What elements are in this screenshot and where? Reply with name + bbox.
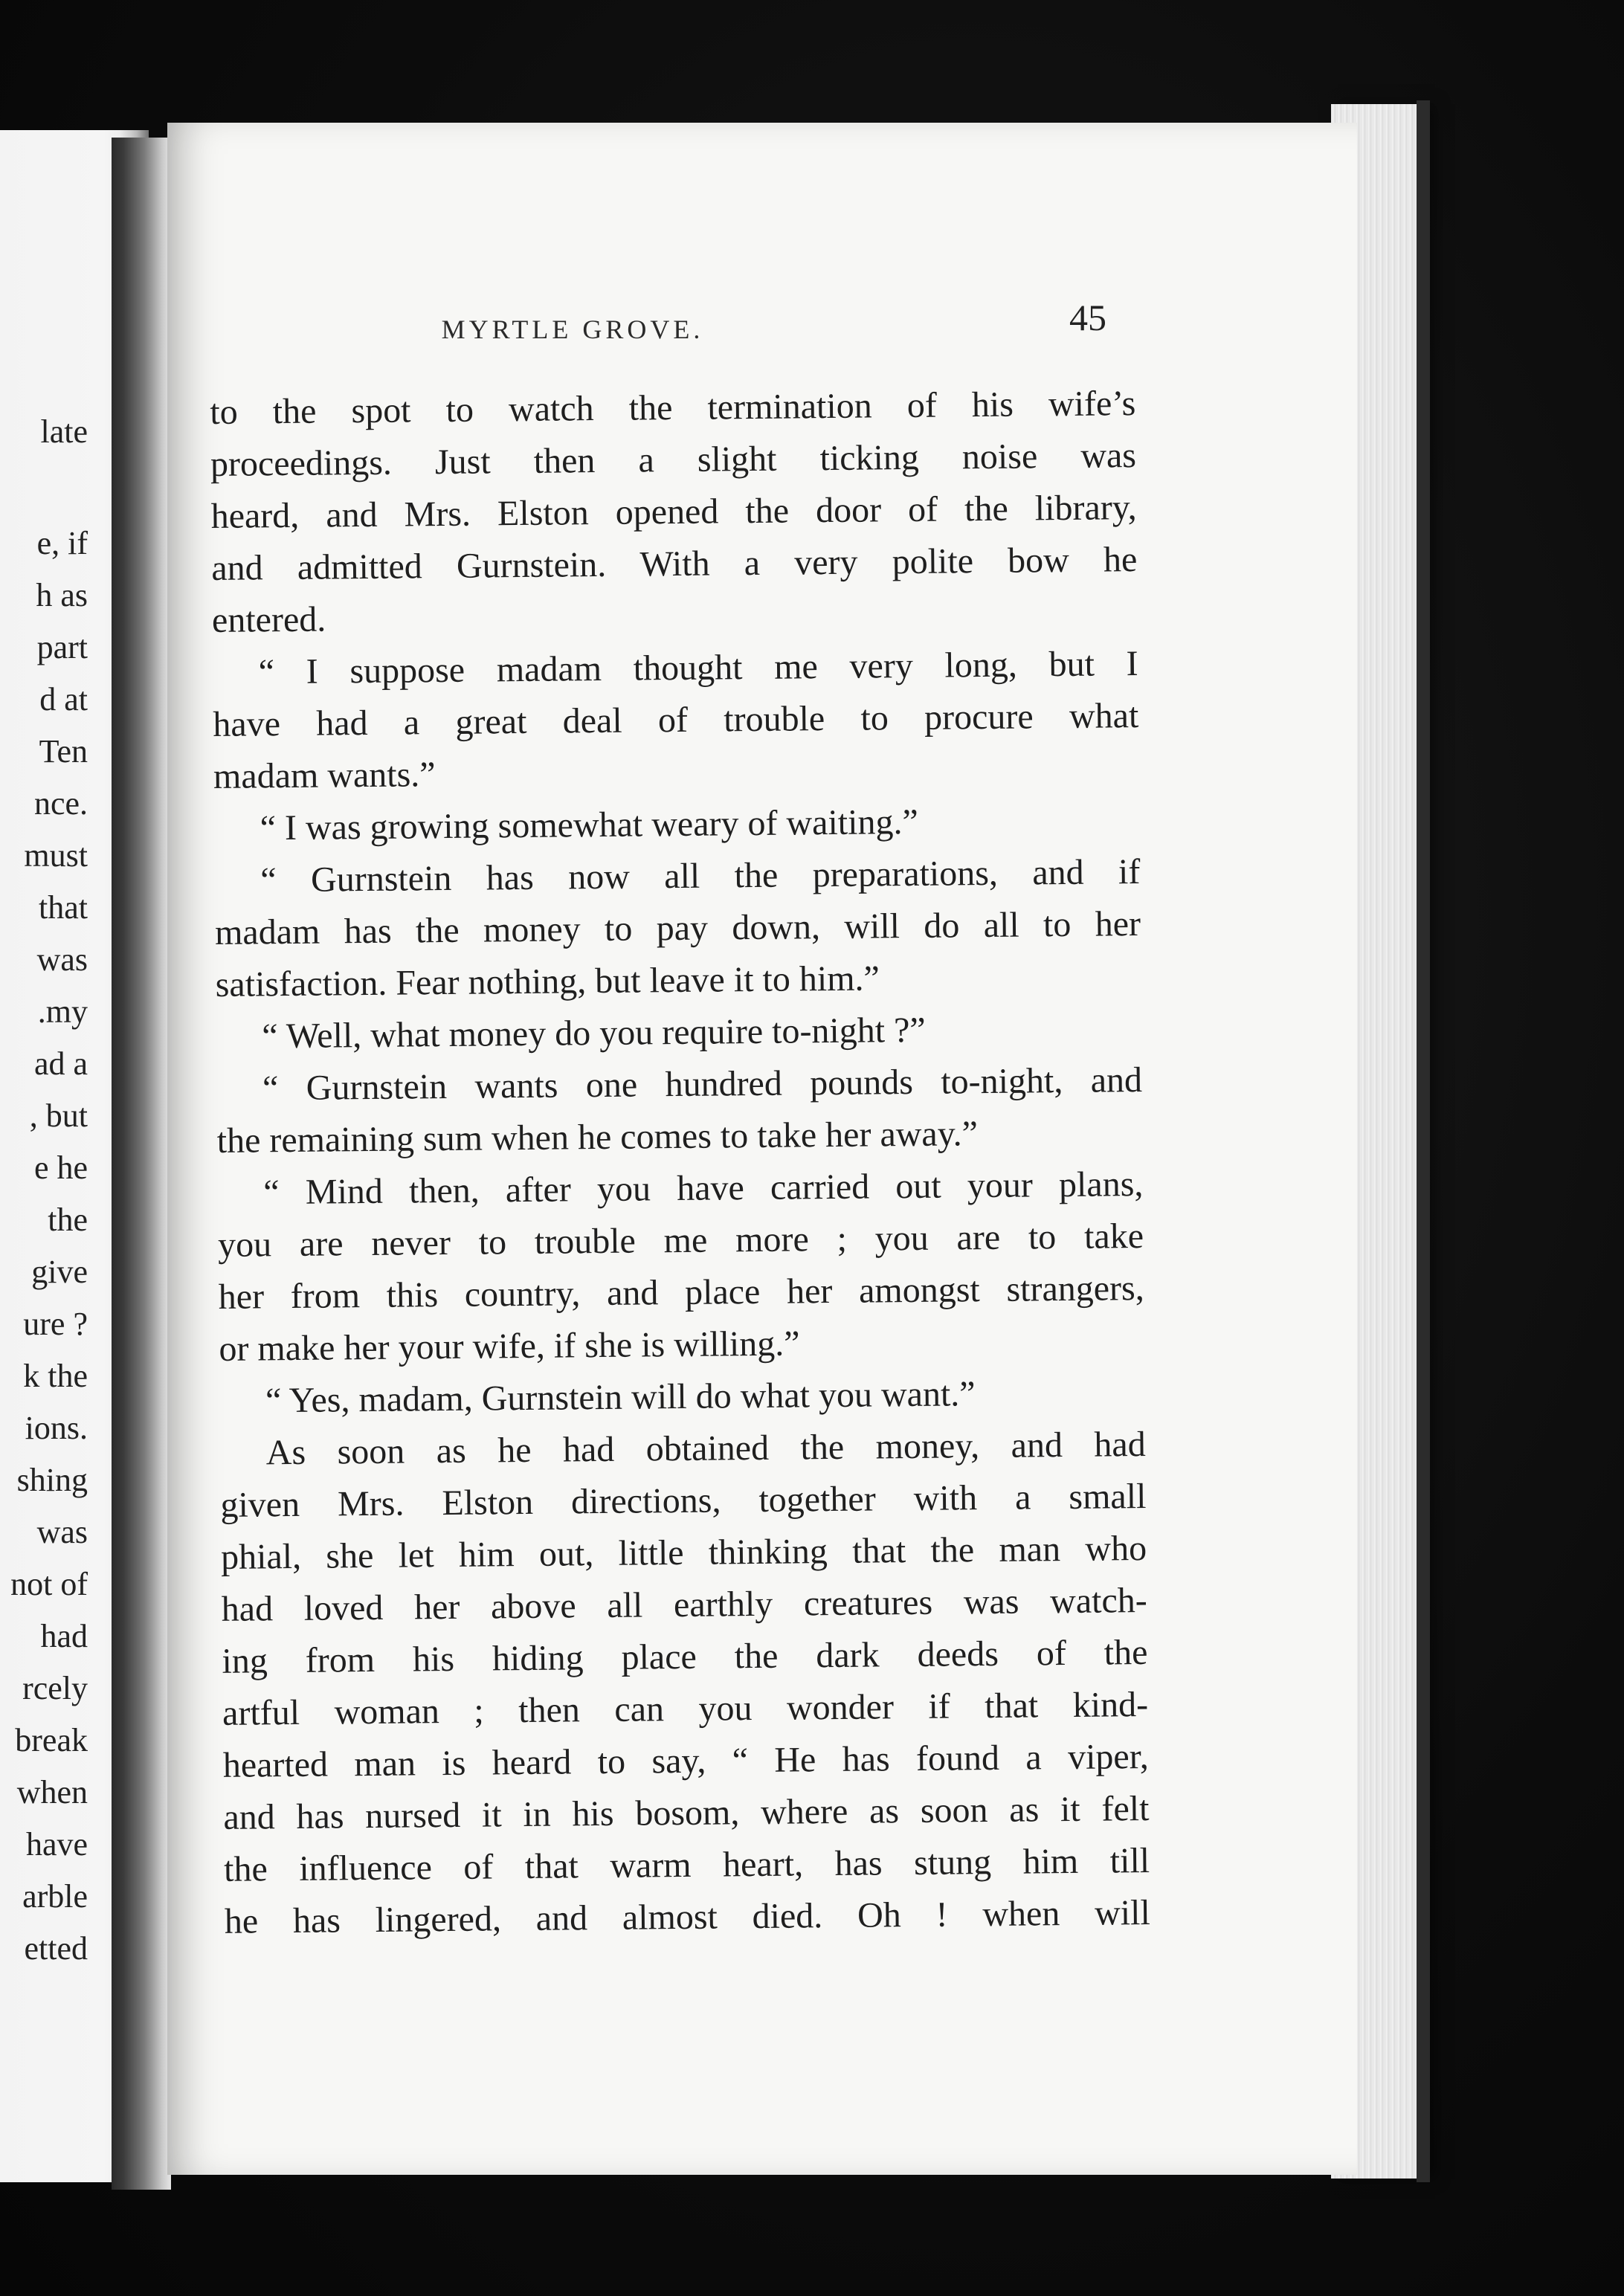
text-line: given Mrs. Elston directions, together with a small [220, 1476, 1147, 1525]
facing-page-line: h as [36, 577, 88, 613]
text-line: and has nursed it in his bosom, where as soon as it felt [223, 1788, 1150, 1837]
facing-page-line: rcely [22, 1670, 88, 1706]
facing-page-line: not of [10, 1566, 88, 1602]
facing-page-line: Ten [39, 733, 88, 770]
text-line: “ Gurnstein has now all the preparations, and if [260, 852, 1141, 900]
facing-page-line: was [36, 941, 88, 978]
facing-page-line: late [40, 413, 88, 450]
text-line: heard, and Mrs. Elston opened the door of the library, [210, 488, 1137, 536]
text-line: have had a great deal of trouble to procure what [213, 696, 1139, 744]
text-line: phial, she let him out, little thinking that the man who [220, 1528, 1147, 1577]
facing-page-line: when [16, 1774, 88, 1810]
cover-edge [1417, 100, 1430, 2182]
facing-page-line: part [36, 629, 88, 665]
facing-page-line: k the [23, 1358, 88, 1394]
facing-page-line: , but [29, 1097, 88, 1134]
text-line: “ Yes, madam, Gurnstein will do what you want.” [265, 1374, 976, 1421]
facing-page-line: e, if [36, 525, 88, 561]
text-line: or make her your wife, if she is willing.” [219, 1323, 800, 1369]
page-number: 45 [1069, 297, 1106, 338]
text-line: “ I was growing somewhat weary of waiting.” [260, 802, 918, 848]
book-spine [112, 138, 171, 2190]
text-line: madam has the money to pay down, will do all to her [214, 904, 1141, 952]
text-line: you are never to trouble me more ; you are to take [217, 1216, 1144, 1265]
facing-page-line: break [15, 1722, 88, 1758]
text-line: to the spot to watch the termination of his wife’s [210, 384, 1136, 432]
facing-page-line: the [48, 1202, 88, 1238]
facing-page-line: have [25, 1826, 88, 1863]
facing-page-line: ure ? [23, 1306, 88, 1342]
text-line: “ Mind then, after you have carried out your plans, [263, 1164, 1144, 1213]
text-line: artful woman ; then can you wonder if that kind- [222, 1684, 1149, 1733]
facing-page-line: was [36, 1514, 88, 1550]
text-line: satisfaction. Fear nothing, but leave it to him.” [215, 958, 880, 1004]
facing-page-line: had [40, 1618, 88, 1654]
facing-page-line: .my [37, 993, 88, 1030]
facing-page-line: must [24, 837, 88, 874]
text-line: “ Gurnstein wants one hundred pounds to-night, and [262, 1060, 1143, 1109]
body-text [210, 378, 1150, 1948]
text-line: As soon as he had obtained the money, and had [265, 1424, 1146, 1473]
facing-page-line: that [39, 889, 88, 926]
facing-page-line: ad a [33, 1045, 88, 1082]
text-line: her from this country, and place her amongst strangers, [218, 1268, 1144, 1317]
facing-page-line: nce. [33, 785, 88, 822]
running-head-title: MYRTLE GROVE. [441, 315, 704, 344]
text-line: and admitted Gurnstein. With a very polite bow he [211, 540, 1138, 588]
facing-page-line: arble [22, 1878, 88, 1915]
text-line: had loved her above all earthly creatures was watch- [221, 1580, 1147, 1629]
text-line: “ I suppose madam thought me very long, but I [258, 644, 1138, 692]
facing-page-line: d at [39, 681, 88, 718]
facing-page-line: e he [33, 1149, 88, 1186]
text-line: the influence of that warm heart, has stung him till [223, 1840, 1150, 1889]
text-line: he has lingered, and almost died. Oh ! when will [224, 1892, 1151, 1941]
text-line: entered. [211, 599, 326, 640]
facing-page-line: shing [16, 1462, 88, 1498]
text-line: the remaining sum when he comes to take her away.” [216, 1114, 979, 1161]
facing-page-line: etted [24, 1930, 88, 1967]
text-line: proceedings. Just then a slight ticking noise was [210, 436, 1137, 484]
text-line: madam wants.” [213, 755, 436, 796]
text-line: “ Well, what money do you require to-night ?” [262, 1010, 926, 1057]
text-line: ing from his hiding place the dark deeds of the [222, 1632, 1148, 1681]
facing-page-line: ions. [25, 1410, 88, 1446]
text-line: hearted man is heard to say, “ He has found a viper, [222, 1736, 1149, 1785]
facing-page-line: give [31, 1254, 88, 1290]
